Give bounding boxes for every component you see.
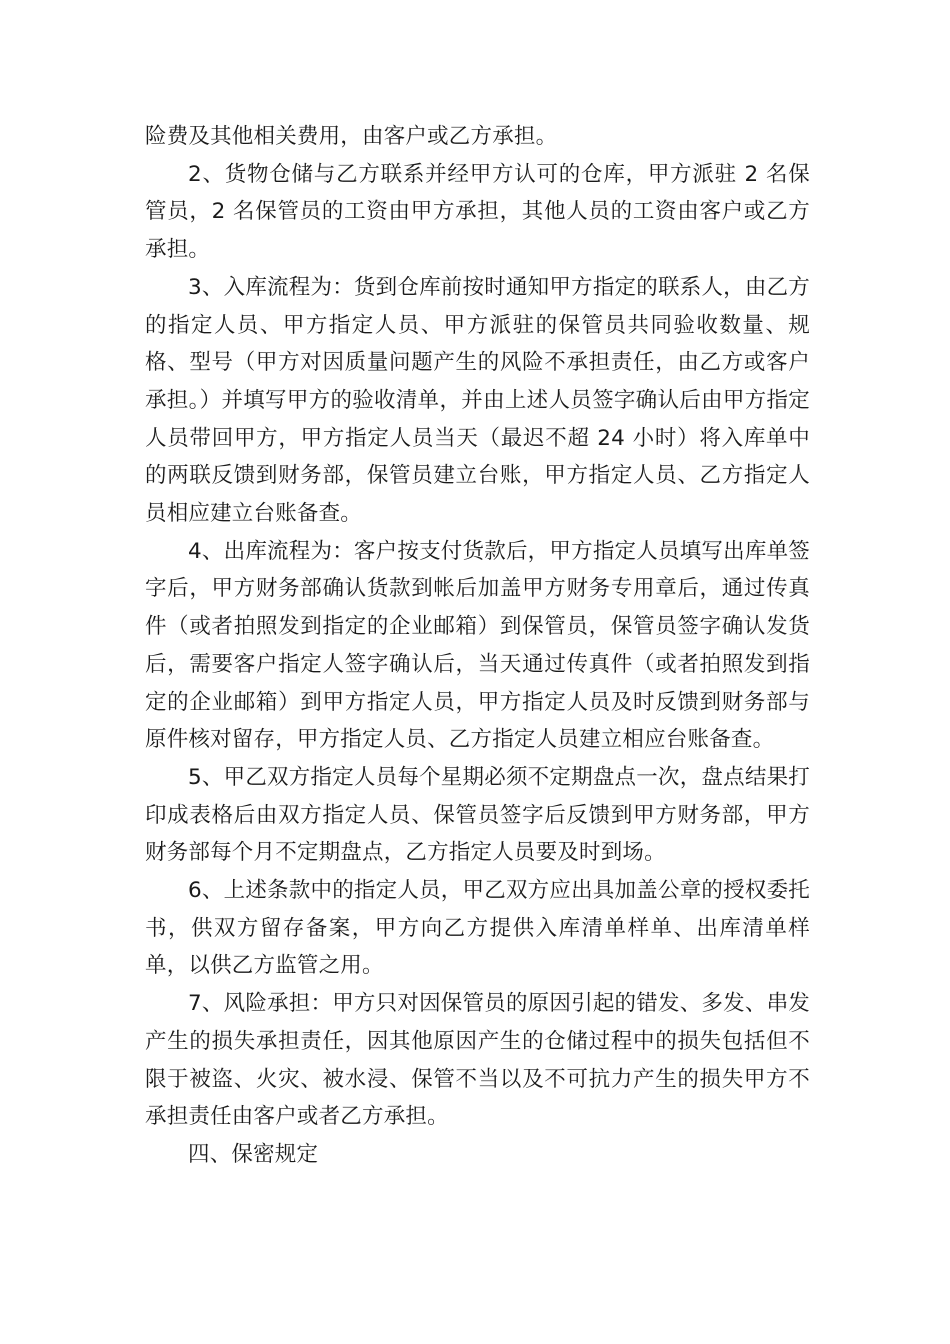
paragraph-clause-5-inventory: 5、甲乙双方指定人员每个星期必须不定期盘点一次，盘点结果打印成表格后由双方指定人员、保管员签字后反馈到甲方财务部，甲方财务部每个月不定期盘点，乙方指定人员要及时到场。 [145, 764, 810, 866]
paragraph-clause-6-authorization: 6、上述条款中的指定人员，甲乙双方应出具加盖公章的授权委托书，供双方留存备案，甲方向乙方提供入库清单样单、出库清单样单，以供乙方监管之用。 [145, 878, 810, 979]
paragraph-fee-continuation: 险费及其他相关费用，由客户或乙方承担。 [145, 124, 558, 149]
document-body [145, 118, 810, 1174]
section-heading-confidentiality: 四、保密规定 [188, 1141, 319, 1167]
paragraph-clause-3-inbound: 3、入库流程为：货到仓库前按时通知甲方指定的联系人，由乙方的指定人员、甲方指定人员、甲方派驻的保管员共同验收数量、规格、型号（甲方对因质量问题产生的风险不承担责任，由乙方或客户承担。）并填写甲方的验收清单，并由上述人员签字确认后由甲方指定人员带回甲方，甲方指定人员当天（最迟不超 24 小时）将入库单中的两联反馈到财务部，保管员建立台账，甲方指定人员、乙方指定人员相应建立台账备查。 [145, 274, 810, 527]
paragraph-clause-2-warehouse: 2、货物仓储与乙方联系并经甲方认可的仓库，甲方派驻 2 名保管员，2 名保管员的工资由甲方承担，其他人员的工资由客户或乙方承担。 [145, 161, 810, 263]
paragraph-clause-4-outbound: 4、出库流程为：客户按支付货款后，甲方指定人员填写出库单签字后，甲方财务部确认货款到帐后加盖甲方财务专用章后，通过传真件（或者拍照发到指定的企业邮箱）到保管员，保管员签字确认发货后，需要客户指定人签字确认后，当天通过传真件（或者拍照发到指定的企业邮箱）到甲方指定人员，甲方指定人员及时反馈到财务部与原件核对留存，甲方指定人员、乙方指定人员建立相应台账备查。 [145, 538, 810, 753]
paragraph-clause-7-risk: 7、风险承担：甲方只对因保管员的原因引起的错发、多发、串发产生的损失承担责任，因其他原因产生的仓储过程中的损失包括但不限于被盗、火灾、被水浸、保管不当以及不可抗力产生的损失甲方不承担责任由客户或者乙方承担。 [145, 991, 810, 1130]
